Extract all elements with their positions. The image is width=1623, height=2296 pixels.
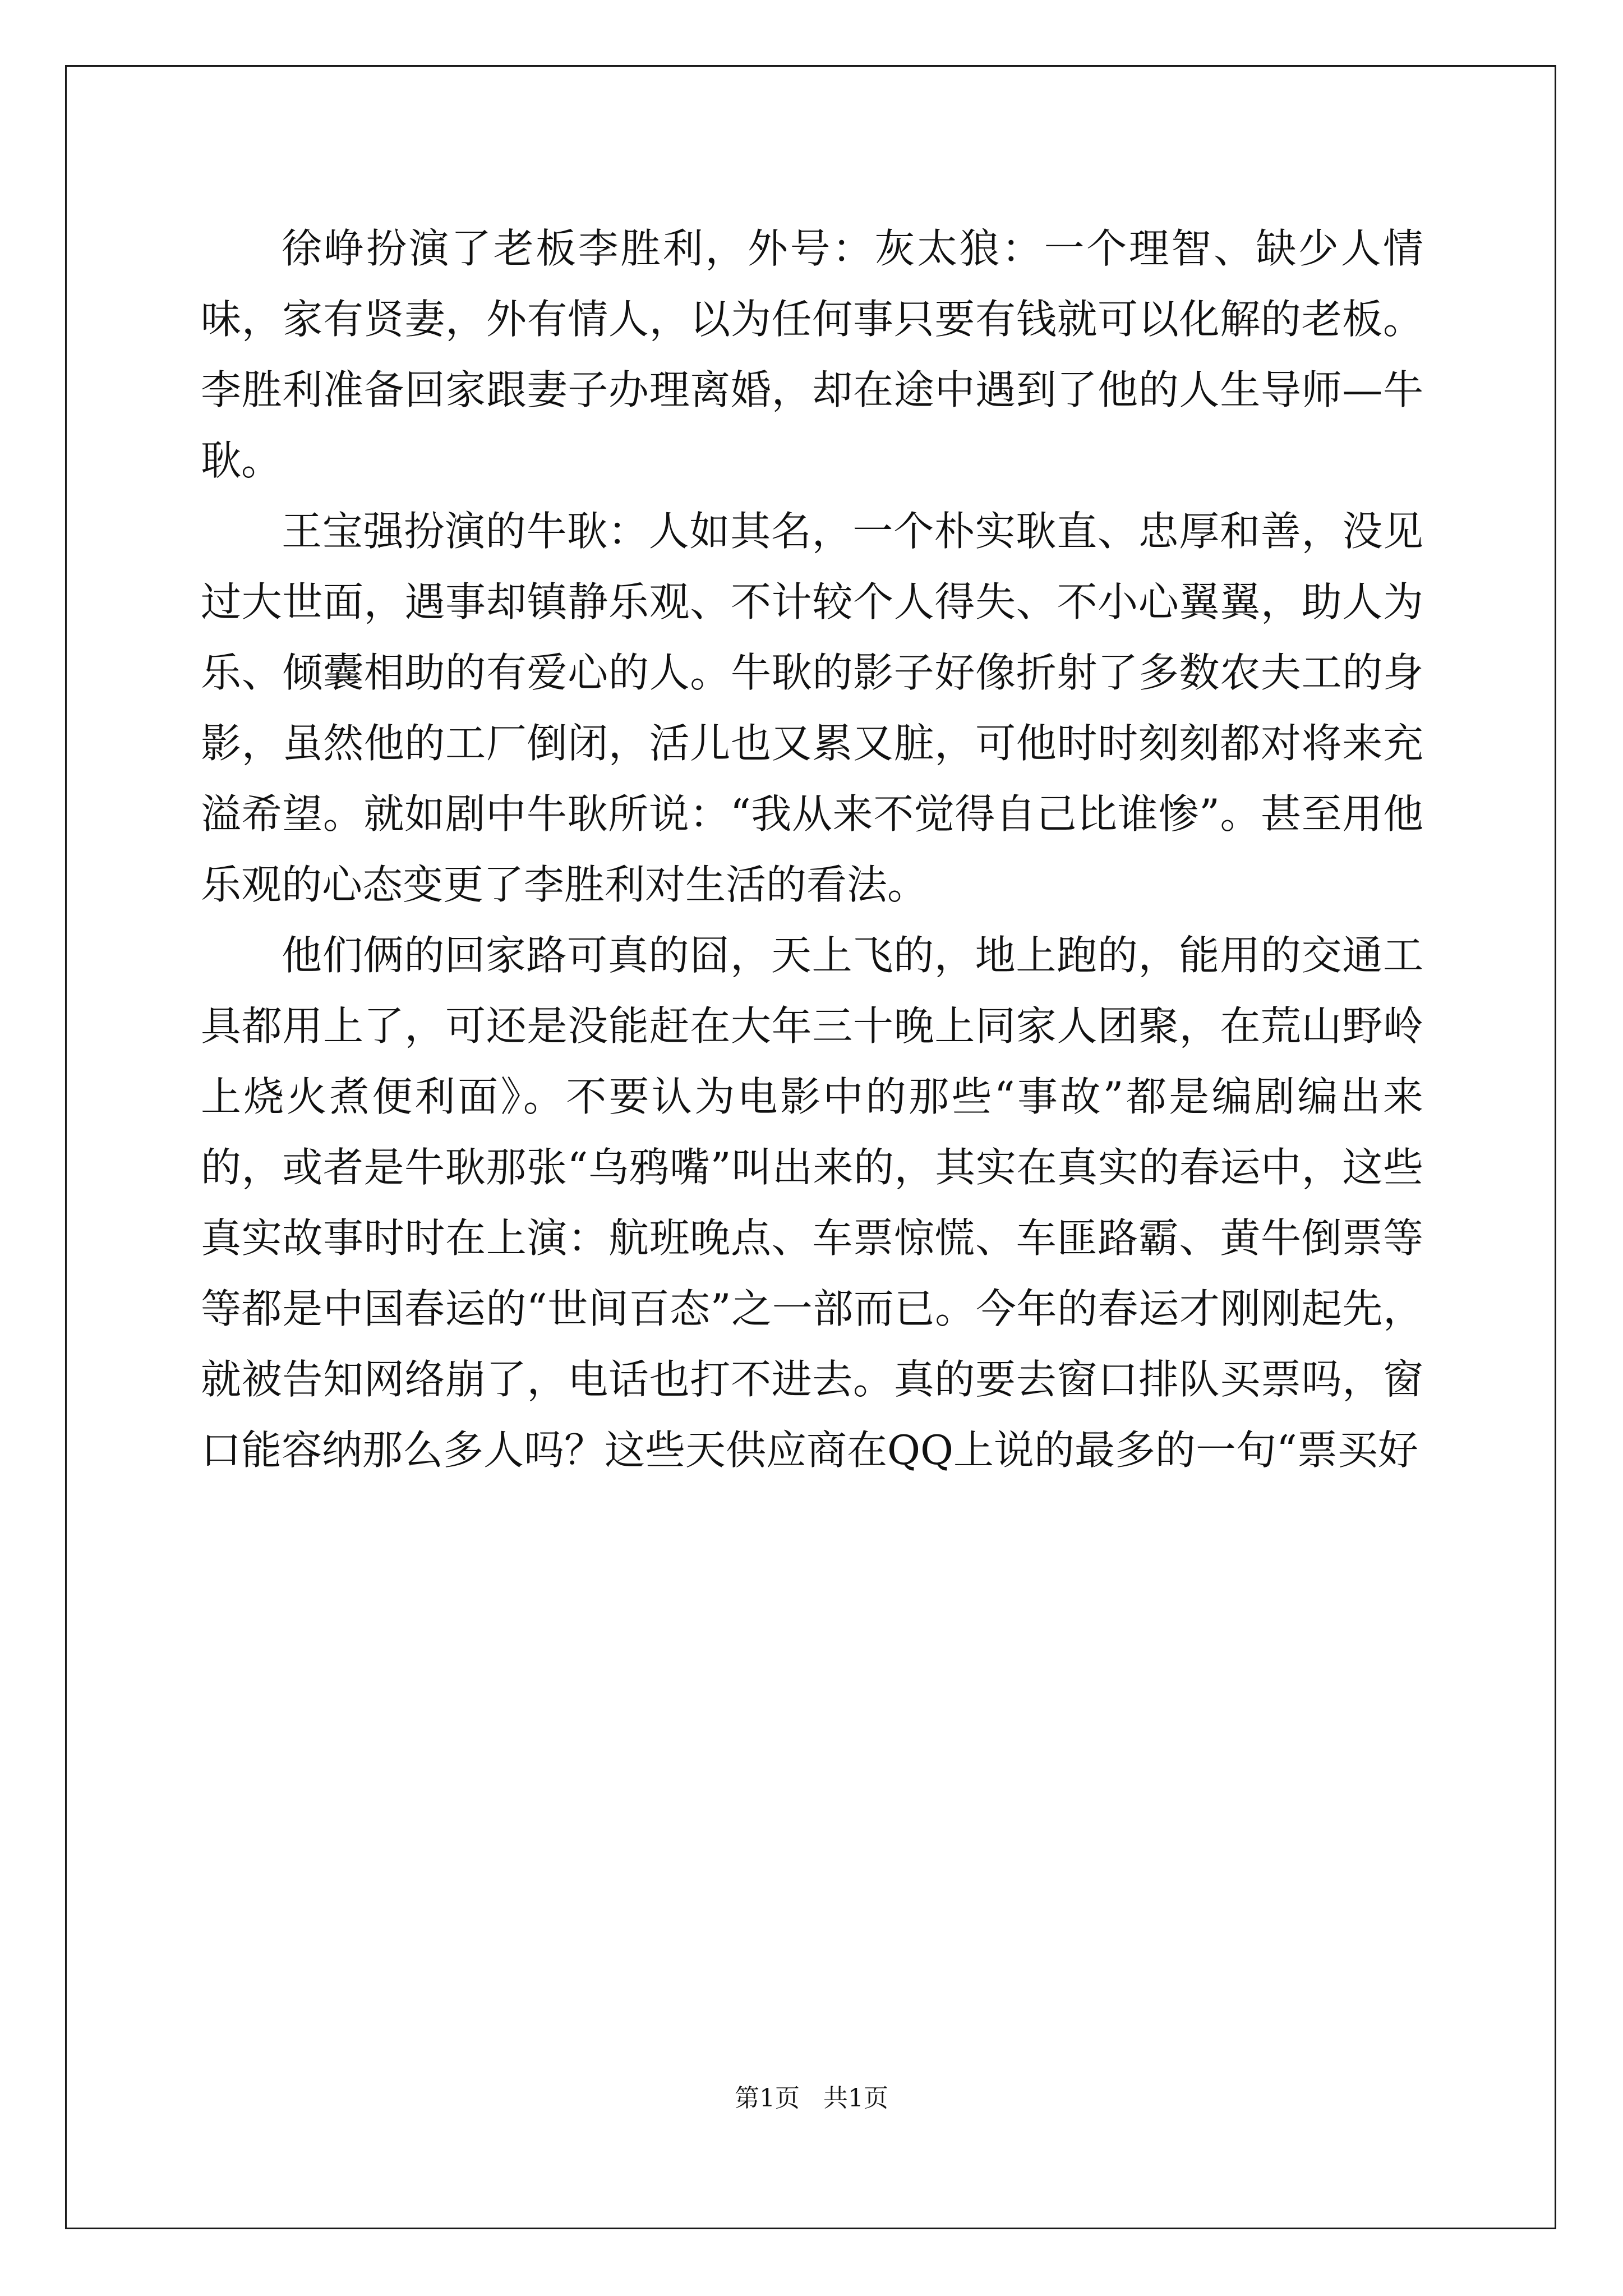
paragraph: 徐峥扮演了老板李胜利，外号：灰太狼：一个理智、缺少人情味，家有贤妻，外有情人，以为任何事只要有钱就可以化解的老板。李胜利准备回家跟妻子办理离婚，却在途中遇到了他的人生导师—牛耿。	[201, 225, 1423, 484]
paragraph: 他们俩的回家路可真的囧，天上飞的，地上跑的，能用的交通工具都用上了，可还是没能赶在大年三十晚上同家人团聚，在荒山野岭上烧火煮便利面》。不要认为电影中的那些“事故”都是编剧编出来的，或者是牛耿那张“乌鸦嘴”叫出来的，其实在真实的春运中，这些真实故事时时在上演：航班晚点、车票惊慌、车匪路霸、黄牛倒票等等都是中国春运的“世间百态”之一部而已。今年的春运才刚刚起先，就被告知网络崩了，电话也打不进去。真的要去窗口排队买票吗，窗口能容纳那么多人吗？这些天供应商在QQ上说的最多的一句“票买好	[201, 932, 1423, 1474]
page-footer: 第1页 共1页	[735, 2084, 888, 2113]
paragraph: 王宝强扮演的牛耿：人如其名，一个朴实耿直、忠厚和善，没见过大世面，遇事却镇静乐观、不计较个人得失、不小心翼翼，助人为乐、倾囊相助的有爱心的人。牛耿的影子好像折射了多数农夫工的身影，虽然他的工厂倒闭，活儿也又累又脏，可他时时刻刻都对将来充溢希望。就如剧中牛耿所说：“我从来不觉得自己比谁惨”。甚至用他乐观的心态变更了李胜利对生活的看法。	[201, 508, 1423, 908]
document-body	[201, 213, 1423, 1485]
